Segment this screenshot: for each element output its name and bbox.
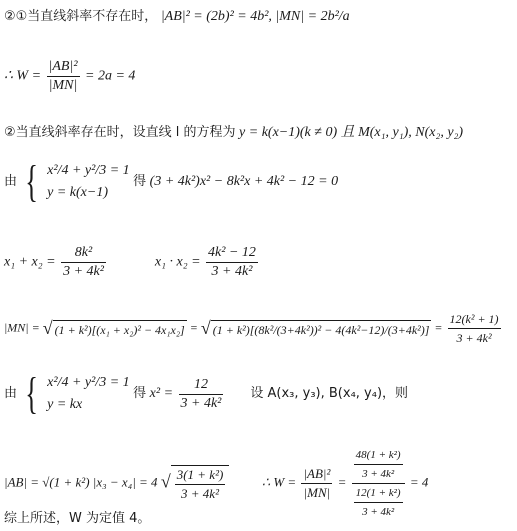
case2-header: ②当直线斜率存在时，设直线 l 的方程为 [4, 125, 236, 140]
ab-sqrt-radical-icon: √ [160, 470, 171, 491]
vieta-prod-num: 4k² − 12 [206, 244, 258, 263]
mn-line [4, 310, 503, 347]
system2-eq2: y = kx [47, 397, 83, 412]
mn-result-num: 12(k² + 1) [448, 310, 501, 329]
mn-sqrt2 [201, 319, 432, 339]
system2-line [4, 369, 409, 418]
w2-frac-den: |MN| [303, 485, 331, 500]
w2-big-frac [352, 446, 405, 521]
w2-big-den-num: 12(1 + k²) [354, 484, 403, 503]
case1-formula: |AB|² = (2b)² = 4b², |MN| = 2b²/a [160, 9, 350, 24]
w2-big-num [352, 446, 405, 484]
mn-lhs: |MN| = [4, 320, 40, 335]
w-result-1-tail: = 2a = 4 [85, 68, 136, 84]
w2-big-num-num: 48(1 + k²) [354, 446, 403, 465]
system1-result: (3 + 4k²)x² − 8k²x + 4k² − 12 = 0 [149, 174, 339, 190]
system1-result-word: 得 [133, 174, 147, 190]
system2-eq1: x²/4 + y²/3 = 1 [47, 375, 130, 390]
w2-frac [301, 465, 332, 502]
vieta-prod-den: 3 + 4k² [211, 264, 253, 279]
mn-sqrt1 [43, 319, 187, 339]
vieta-prod-lhs: x₁ · x₂ = [154, 254, 201, 270]
system1-eq1: x²/4 + y²/3 = 1 [47, 163, 130, 178]
system1-brace: { [24, 157, 38, 206]
ab-lhs: |AB| = √(1 + k²) |x₃ − x₄| = 4 [4, 474, 158, 490]
vieta-line [4, 244, 260, 281]
case2-formula: y = k(x−1)(k ≠ 0) 且 M(x₁, y₁), N(x₂, y₂) [239, 125, 464, 140]
system2-result-den: 3 + 4k² [180, 395, 222, 411]
case1-header: ②①当直线斜率不存在时， [4, 9, 158, 24]
system1-line [4, 157, 339, 206]
mn-result-frac [448, 310, 501, 347]
w2-big-den [352, 484, 405, 521]
w2-big-den-frac [354, 484, 403, 521]
mn-eq2: = [434, 320, 443, 335]
mn-eq: = [189, 320, 198, 335]
system2-result-word: 得 [133, 386, 147, 402]
mn-sqrt2-radicand: (1 + k²)[(8k²/(3+4k²))² − 4(4k²−12)/(3+4k²)] [211, 320, 432, 339]
w2-lhs: ∴ W = [261, 474, 297, 490]
system2-set: 设 A(x₃, y₃), B(x₄, y₄)，则 [250, 386, 409, 402]
system2-prefix: 由 [4, 386, 18, 402]
ab-sqrt-den: 3 + 4k² [181, 485, 219, 501]
w-result-1-prefix: ∴ W = [4, 68, 42, 84]
w2-big-den-den: 3 + 4k² [362, 506, 395, 518]
vieta-sum-num: 8k² [61, 244, 106, 263]
system1-prefix: 由 [4, 174, 18, 190]
mn-sqrt1-radicand: (1 + k²)[(x₁ + x₂)² − 4x₁x₂] [53, 320, 187, 339]
system2-result-num: 12 [179, 376, 224, 395]
mn-sqrt2-radical-icon: √ [200, 317, 211, 338]
conclusion: 综上所述，W 为定值 4。 [4, 511, 151, 526]
w-result-1-frac [47, 58, 80, 95]
case2-line [4, 124, 463, 142]
system1-eq2: y = k(x−1) [47, 185, 109, 200]
ab-sqrt [161, 465, 230, 503]
conclusion-line [4, 510, 150, 528]
system2-result-lhs: x² = [149, 386, 174, 402]
vieta-prod-frac [206, 244, 258, 281]
w2-result: = 4 [409, 474, 429, 490]
ab-sqrt-frac [175, 466, 226, 503]
w2-frac-num: |AB|² [301, 465, 332, 484]
vieta-sum-lhs: x₁ + x₂ = [4, 254, 56, 270]
w2-big-num-den: 3 + 4k² [362, 468, 395, 480]
vieta-sum-frac [61, 244, 106, 281]
system2-brace: { [24, 369, 38, 418]
w2-eq: = [337, 474, 347, 490]
system2-equations [47, 372, 130, 416]
ab-sqrt-radicand [171, 465, 230, 503]
system1-equations [47, 160, 130, 204]
system2-result-frac [179, 376, 224, 413]
ab-sqrt-num: 3(1 + k²) [175, 466, 226, 485]
mn-sqrt1-radical-icon: √ [42, 317, 53, 338]
mn-result-den: 3 + 4k² [456, 331, 492, 345]
w-result-1-den: |MN| [48, 78, 78, 93]
vieta-sum-den: 3 + 4k² [63, 264, 104, 279]
w2-big-num-frac [354, 446, 403, 483]
w-result-1-num: |AB|² [47, 58, 80, 77]
case1-line [4, 8, 350, 26]
w-result-1-line [4, 58, 135, 95]
